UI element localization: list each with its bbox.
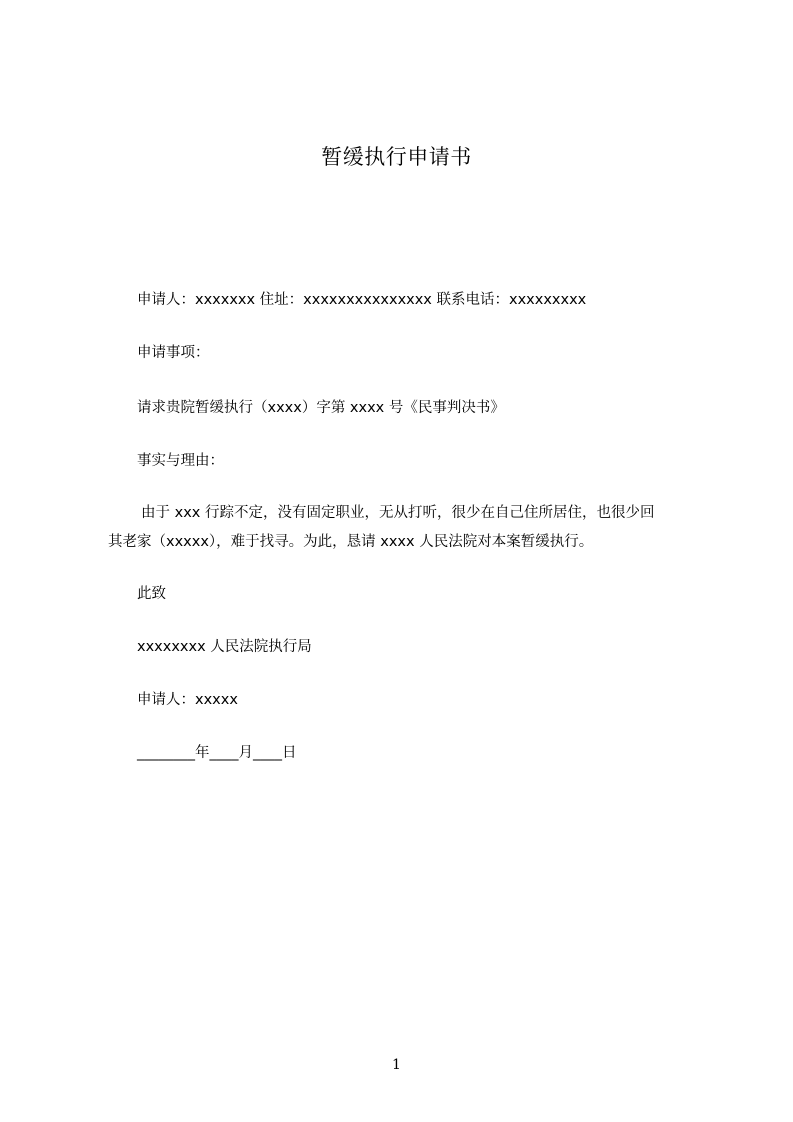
salutation: 此致 — [137, 586, 166, 602]
applicant-info: 申请人：xxxxxxx 住址：xxxxxxxxxxxxxxx 联系电话：xxxxxxxxx — [137, 292, 587, 308]
document-title: 暂缓执行申请书 — [321, 145, 472, 169]
request-heading: 申请事项： — [137, 345, 210, 361]
signature: 申请人：xxxxx — [137, 692, 238, 708]
request-content: 请求贵院暂缓执行（xxxx）字第 xxxx 号《民事判决书》 — [137, 400, 505, 416]
reasons-text-line-2: 其老家（xxxxx），难于找寻。为此，恳请 xxxx 人民法院对本案暂缓执行。 — [108, 534, 594, 550]
reasons-text-line-1: 由于 xxx 行踪不定，没有固定职业，无从打听，很少在自己住所居住，也很少回 — [141, 505, 655, 521]
date-line: ________年____月____日 — [137, 745, 297, 761]
page-number: 1 — [392, 1057, 401, 1073]
reasons-heading: 事实与理由： — [137, 453, 224, 469]
recipient: xxxxxxxx 人民法院执行局 — [137, 639, 312, 655]
